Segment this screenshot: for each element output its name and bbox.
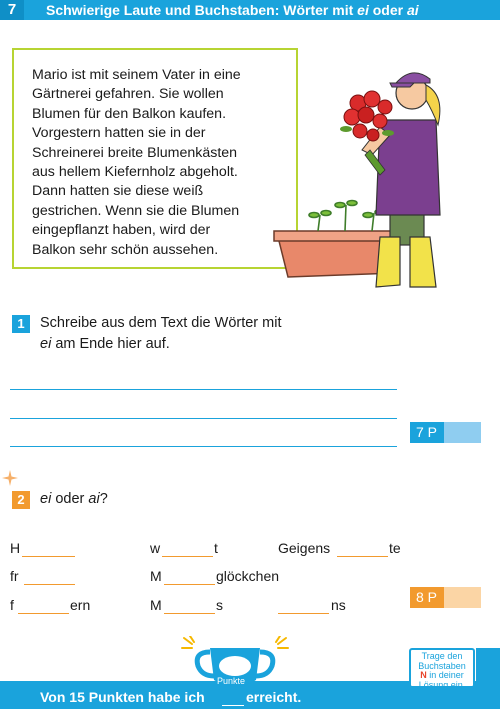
word-f: f xyxy=(10,597,14,613)
title-prefix: Schwierige Laute und Buchstaben: Wörter mit xyxy=(46,2,358,18)
task-2-points-label: 8 P xyxy=(416,589,438,605)
task-1-points xyxy=(410,422,481,443)
word-m1: M xyxy=(150,568,162,584)
blank-m1[interactable] xyxy=(164,584,215,585)
story-text: Mario ist mit seinem Vater in eine Gärtnerei gefahren. Sie wollen Blumen für den Balkon kaufen. Vorgestern hatten sie in der Schreinerei breite Blumenkästen aus hellem Kiefernholz abgeholt. Dann hatten sie diese weiß gestrichen. Wenn sie die Blumen eingepflanzt haben, wird der Balkon sehr schön aussehen. xyxy=(32,67,241,258)
solution-hint-box xyxy=(409,648,475,688)
writing-line-2[interactable] xyxy=(10,418,397,419)
hint-letter: N xyxy=(420,670,427,680)
hint-line4: Lösung ein. xyxy=(418,679,466,690)
title-ei: ei xyxy=(357,2,369,18)
task-2-qmark: ? xyxy=(99,491,108,507)
blank-f[interactable] xyxy=(18,613,69,614)
cap xyxy=(396,73,430,83)
task-1-line1: Schreibe aus dem Text die Wörter mit xyxy=(40,315,282,331)
task-1-instruction xyxy=(40,313,282,355)
blank-geigens[interactable] xyxy=(337,556,388,557)
footer-text-left: Von 15 Punkten habe ich xyxy=(40,689,205,705)
task-1-ei: ei xyxy=(40,336,52,352)
hint-line2: Buchstaben xyxy=(418,660,466,671)
blank-m2[interactable] xyxy=(164,613,215,614)
word-w: w xyxy=(150,540,161,556)
score-blank[interactable] xyxy=(222,705,244,706)
blank-h[interactable] xyxy=(22,556,75,557)
page-title xyxy=(46,0,419,20)
chapter-number: 7 xyxy=(0,0,24,20)
writing-line-1[interactable] xyxy=(10,389,397,390)
task-2-ai: ai xyxy=(88,491,100,507)
task-1-points-label: 7 P xyxy=(416,424,438,440)
word-ns: ns xyxy=(331,597,346,613)
hair xyxy=(426,85,440,125)
footer-text-right: erreicht. xyxy=(246,689,302,705)
word-s: s xyxy=(216,597,223,613)
word-t: t xyxy=(214,540,218,556)
word-fr: fr xyxy=(10,568,19,584)
task-1-line2: am Ende hier auf. xyxy=(51,336,170,352)
hint-line3: in deiner xyxy=(426,670,464,680)
task-2-question xyxy=(40,489,108,510)
word-ern: ern xyxy=(70,597,91,613)
boot-right xyxy=(410,237,436,287)
blank-fr[interactable] xyxy=(24,584,75,585)
task-2-number: 2 xyxy=(12,491,30,509)
seedlings xyxy=(309,201,385,232)
word-gloeckchen: glöckchen xyxy=(216,568,280,584)
task-2-points xyxy=(410,587,481,608)
hint-bar xyxy=(476,648,500,709)
blank-ns[interactable] xyxy=(278,613,329,614)
word-geigens: Geigens xyxy=(278,540,331,556)
task-2-mid: oder xyxy=(51,491,89,507)
punkte-label: Punkte xyxy=(217,676,246,686)
boot-left xyxy=(376,237,400,287)
gardener-illustration xyxy=(240,55,490,305)
title-ai: ai xyxy=(406,2,419,18)
word-m2: M xyxy=(150,597,162,613)
sparkle-icon xyxy=(2,470,18,486)
word-te: te xyxy=(389,540,401,556)
task-1-number: 1 xyxy=(12,315,30,333)
blank-w[interactable] xyxy=(162,556,213,557)
writing-line-3[interactable] xyxy=(10,446,397,447)
title-mid: oder xyxy=(368,2,407,18)
task-2-ei: ei xyxy=(40,491,52,507)
word-h: H xyxy=(10,540,21,556)
hint-line1: Trage den xyxy=(421,651,463,661)
